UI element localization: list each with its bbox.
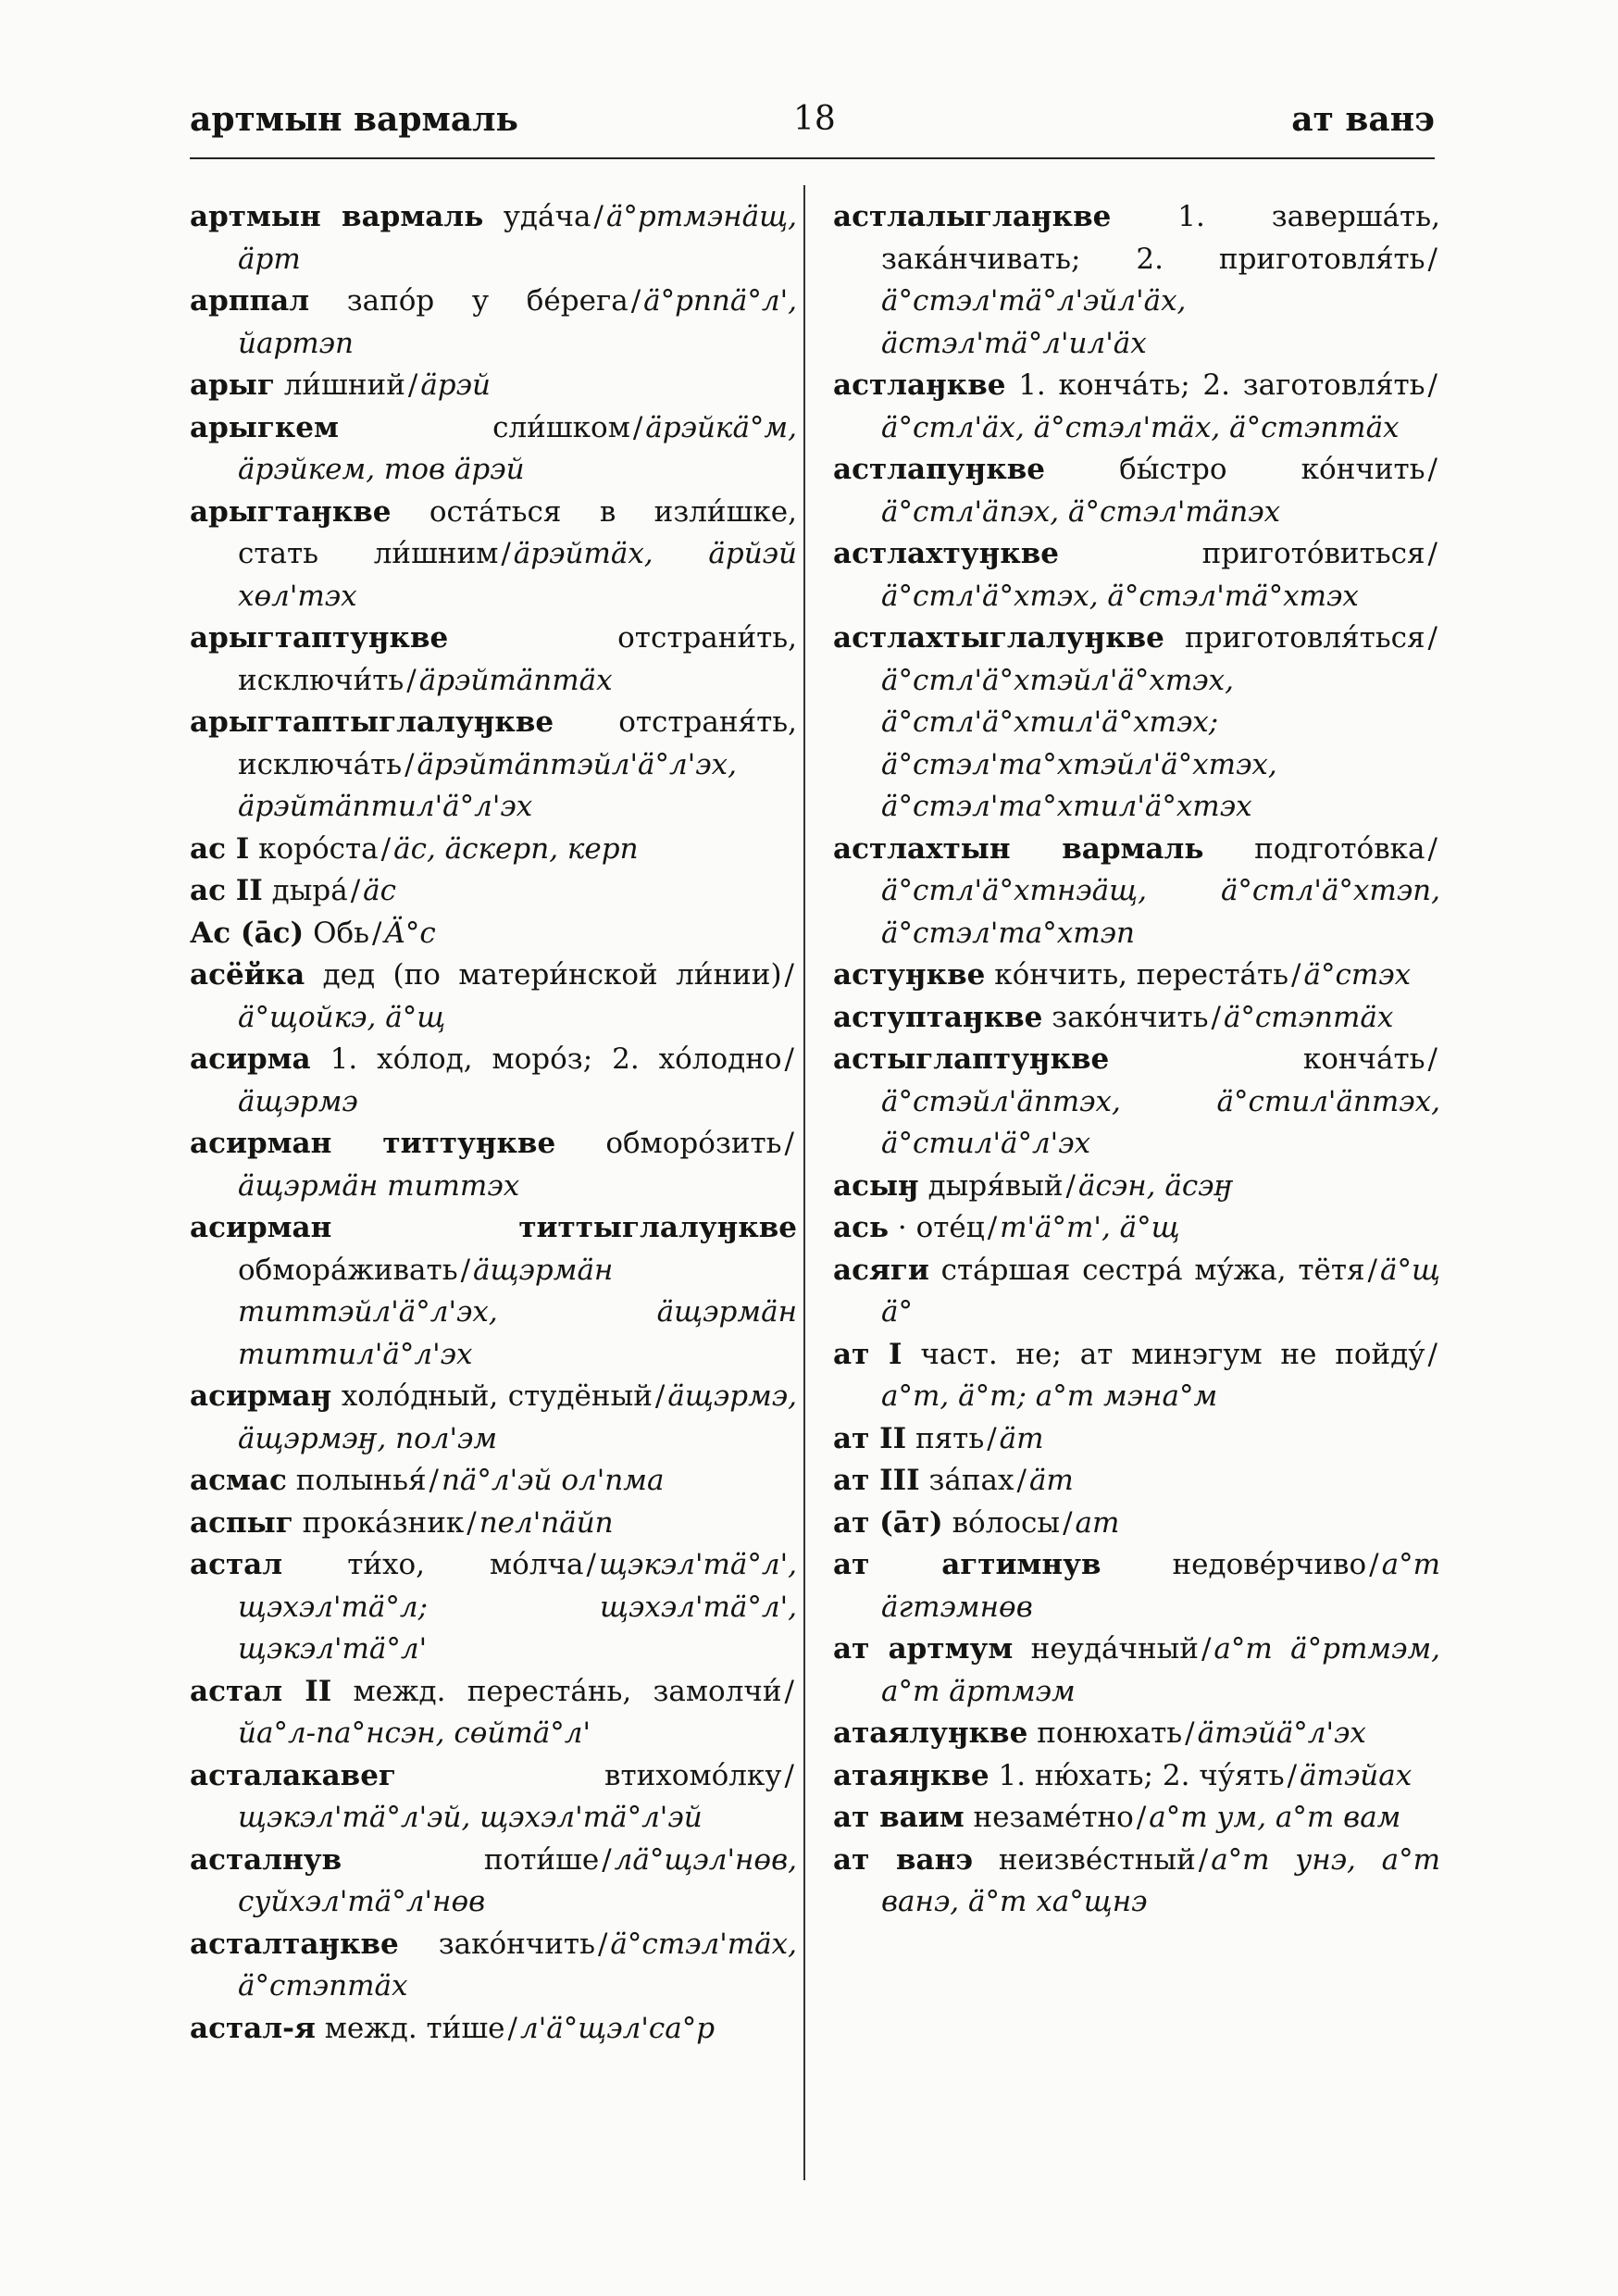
headword: ат артмум bbox=[833, 1632, 1014, 1666]
translation: йа°л-па°нсэн, сөйтä°л' bbox=[238, 1716, 591, 1750]
headword: асирмаӈ bbox=[190, 1379, 332, 1413]
definition: ти́хо, мо́лча bbox=[347, 1548, 584, 1581]
separator-slash: / bbox=[987, 1211, 998, 1244]
separator-slash: / bbox=[350, 874, 361, 907]
translation: л'ä°щэл'са°р bbox=[519, 2011, 716, 2045]
separator-slash: / bbox=[1427, 1042, 1438, 1076]
definition: · оте́ц bbox=[897, 1211, 985, 1244]
dictionary-entry bbox=[833, 1334, 1440, 1418]
definition: подгото́вка bbox=[1254, 831, 1425, 866]
definition: поти́ше bbox=[483, 1842, 600, 1877]
separator-slash: / bbox=[1201, 1632, 1212, 1666]
dictionary-entry bbox=[190, 281, 797, 365]
separator-slash: / bbox=[784, 1127, 794, 1160]
dictionary-entry bbox=[833, 1207, 1440, 1250]
separator-slash: / bbox=[407, 368, 418, 402]
definition: конча́ть bbox=[1302, 1042, 1425, 1076]
headword: асирман титтуӈкве bbox=[190, 1127, 556, 1160]
translation: щэкэл'тä°л'эй, щэхэл'тä°л'эй bbox=[238, 1801, 703, 1834]
dictionary-entry bbox=[190, 829, 797, 871]
dictionary-entry bbox=[833, 1628, 1440, 1713]
definition: 1. конча́ть; 2. заготовля́ть bbox=[1018, 368, 1425, 402]
dictionary-entry bbox=[833, 449, 1440, 533]
definition: дыря́вый bbox=[927, 1168, 1064, 1203]
headword: арыг bbox=[190, 368, 275, 402]
dictionary-entry bbox=[190, 913, 797, 955]
separator-slash: / bbox=[654, 1379, 666, 1413]
definition: полынья́ bbox=[295, 1464, 427, 1497]
definition: ста́ршая сестра́ му́жа, тётя bbox=[940, 1253, 1365, 1287]
dictionary-entry bbox=[190, 618, 797, 702]
definition: запо́р у бе́рега bbox=[346, 284, 629, 318]
headword: ат агтимнув bbox=[833, 1548, 1101, 1581]
dictionary-entry bbox=[833, 1166, 1440, 1208]
headword: ат ванэ bbox=[833, 1842, 974, 1877]
headword: астлахтыглалуӈкве bbox=[833, 621, 1164, 655]
definition: недове́рчиво bbox=[1172, 1548, 1367, 1581]
translation: äс, äскерп, керп bbox=[393, 831, 639, 866]
separator-slash: / bbox=[1136, 1801, 1147, 1834]
headword: атаялуӈкве bbox=[833, 1716, 1028, 1750]
dictionary-entry bbox=[190, 1924, 797, 2008]
translation: ä°ртмэнäщ, äрт bbox=[238, 200, 798, 276]
translation: ä°стэптäх bbox=[1223, 1000, 1394, 1034]
separator-slash: / bbox=[380, 831, 392, 866]
dictionary-entry bbox=[833, 196, 1440, 365]
definition: во́лосы bbox=[952, 1505, 1061, 1540]
separator-slash: / bbox=[404, 747, 415, 781]
separator-slash: / bbox=[784, 1758, 794, 1792]
definition: ли́шний bbox=[283, 368, 405, 402]
translation: щэкэл'тä°л', щэхэл'тä°л; щэхэл'тä°л', щэкэл'тä°л' bbox=[238, 1548, 797, 1666]
separator-slash: / bbox=[1198, 1842, 1209, 1877]
definition: ко́нчить, переста́ть bbox=[994, 958, 1289, 992]
definition: уда́ча bbox=[503, 200, 591, 233]
translation: äщэрмäн титтэйл'ä°л'эх, äщэрмäн титтил'ä°л'эх bbox=[238, 1253, 797, 1371]
translation: äтэйах bbox=[1300, 1758, 1413, 1792]
headword: асирма bbox=[190, 1042, 311, 1076]
headword: асталтаӈкве bbox=[190, 1927, 399, 1961]
translation: ä°щойкэ, ä°щ bbox=[238, 1000, 446, 1034]
dictionary-entry bbox=[190, 1840, 797, 1924]
running-head-left: артмын вармаль bbox=[190, 100, 518, 139]
separator-slash: / bbox=[1185, 1716, 1195, 1750]
translation: äт bbox=[999, 1421, 1044, 1455]
headword: асталнув bbox=[190, 1842, 342, 1877]
dictionary-entry bbox=[833, 533, 1440, 618]
definition: 1. хо́лод, моро́з; 2. хо́лодно bbox=[330, 1042, 782, 1076]
translation: а°т, ä°т; а°т мэна°м bbox=[881, 1379, 1218, 1413]
headword: аступтаӈкве bbox=[833, 1000, 1043, 1034]
column-divider bbox=[803, 185, 805, 2180]
dictionary-entry bbox=[190, 2008, 797, 2051]
headword: астлаӈкве bbox=[833, 368, 1006, 402]
separator-slash: / bbox=[406, 663, 417, 697]
definition: межд. ти́ше bbox=[324, 2011, 505, 2045]
separator-slash: / bbox=[507, 2011, 517, 2045]
definition: за́пах bbox=[928, 1464, 1014, 1497]
separator-slash: / bbox=[372, 916, 382, 950]
translation: ä°стэх bbox=[1303, 958, 1412, 992]
headword: астлахтын вармаль bbox=[833, 831, 1204, 866]
headword: астал bbox=[190, 1548, 283, 1581]
definition: пригото́виться bbox=[1201, 537, 1425, 570]
dictionary-entry bbox=[190, 1039, 797, 1123]
page-number: 18 bbox=[793, 100, 836, 138]
translation: äс bbox=[363, 874, 397, 907]
dictionary-entry bbox=[190, 1503, 797, 1545]
headword: ас II bbox=[190, 874, 263, 907]
headword: ат II bbox=[833, 1421, 907, 1455]
translation: ä°стл'äх, ä°стэл'тäх, ä°стэптäх bbox=[881, 410, 1400, 444]
dictionary-entry bbox=[833, 1797, 1440, 1840]
headword: ат I bbox=[833, 1337, 902, 1371]
dictionary-entry bbox=[190, 196, 797, 281]
separator-slash: / bbox=[1427, 621, 1438, 655]
separator-slash: / bbox=[1427, 1337, 1438, 1371]
headword: астлахтуӈкве bbox=[833, 537, 1059, 570]
headword: астлапуӈкве bbox=[833, 453, 1045, 486]
headword: ат ваим bbox=[833, 1801, 965, 1834]
dictionary-entry bbox=[833, 1544, 1440, 1628]
separator-slash: / bbox=[987, 1421, 997, 1455]
translation: а°т ум, а°т вам bbox=[1149, 1801, 1401, 1834]
dictionary-entry bbox=[833, 955, 1440, 997]
definition: оста́ться в изли́шке, стать ли́шним bbox=[238, 494, 797, 570]
header-rule bbox=[190, 157, 1435, 159]
translation: äрэйтäх, äрйэй хөл'тэх bbox=[238, 537, 797, 613]
separator-slash: / bbox=[630, 284, 641, 318]
definition: коро́ста bbox=[258, 831, 379, 866]
definition: отстрани́ть, исключи́ть bbox=[238, 621, 797, 697]
definition: прока́зник bbox=[302, 1505, 465, 1540]
dictionary-entry bbox=[833, 1755, 1440, 1798]
definition: втихомо́лку bbox=[604, 1758, 782, 1792]
separator-slash: / bbox=[784, 1042, 794, 1076]
separator-slash: / bbox=[1427, 242, 1438, 276]
dictionary-entry bbox=[190, 1755, 797, 1840]
definition: приготовля́ться bbox=[1185, 621, 1425, 655]
headword: асирман титтыглалуӈкве bbox=[190, 1211, 797, 1244]
definition: неизве́стный bbox=[998, 1842, 1196, 1877]
translation: т'ä°т', ä°щ bbox=[1000, 1211, 1180, 1244]
dictionary-entry bbox=[833, 1418, 1440, 1461]
translation: ä°стэл'тä°л'эйл'äх, äстэл'тä°л'ил'äх bbox=[881, 284, 1187, 360]
translation: ä°щ ä° bbox=[881, 1253, 1441, 1329]
separator-slash: / bbox=[1063, 1505, 1073, 1540]
translation: äщэрмэ bbox=[238, 1084, 358, 1118]
headword: арыгтаптыглалуӈкве bbox=[190, 705, 554, 739]
separator-slash: / bbox=[784, 1674, 794, 1708]
translation: äрэйкä°м, äрэйкем, тов äрэй bbox=[238, 410, 797, 486]
headword: арыгтаптуӈкве bbox=[190, 621, 449, 655]
separator-slash: / bbox=[501, 537, 511, 570]
definition: отстраня́ть, исключа́ть bbox=[238, 705, 797, 781]
definition: Обь bbox=[313, 916, 370, 950]
headword: Ас (āс) bbox=[190, 916, 305, 950]
translation: äрэйтäптäх bbox=[418, 663, 613, 697]
dictionary-entry bbox=[833, 618, 1440, 829]
dictionary-entry bbox=[833, 1039, 1440, 1166]
translation: пä°л'эй ол'пма bbox=[441, 1464, 665, 1497]
headword: арппал bbox=[190, 284, 310, 318]
dictionary-entry bbox=[190, 955, 797, 1039]
dictionary-entry bbox=[190, 1544, 797, 1671]
dictionary-entry bbox=[833, 1503, 1440, 1545]
dictionary-entry bbox=[190, 1671, 797, 1755]
separator-slash: / bbox=[1427, 368, 1438, 402]
separator-slash: / bbox=[597, 1927, 608, 1961]
definition: 1. заверша́ть, зака́нчивать; 2. приготовля́ть bbox=[881, 200, 1440, 276]
dictionary-entry bbox=[833, 365, 1440, 449]
separator-slash: / bbox=[1291, 958, 1301, 992]
dictionary-entry bbox=[833, 1840, 1440, 1924]
headword: ат (āт) bbox=[833, 1505, 943, 1540]
translation: ä°стл'ä°хтэйл'ä°хтэх, ä°стл'ä°хтил'ä°хтэх; ä°стэл'та°хтэйл'ä°хтэх, ä°стэл'та°хтил'ä°хтэх bbox=[881, 663, 1277, 823]
separator-slash: / bbox=[467, 1505, 477, 1540]
dictionary-entry bbox=[833, 1713, 1440, 1755]
separator-slash: / bbox=[632, 410, 643, 444]
translation: ат bbox=[1075, 1505, 1120, 1540]
dictionary-entry bbox=[190, 1123, 797, 1207]
headword: асталакавег bbox=[190, 1758, 396, 1792]
headword: астыглаптуӈкве bbox=[833, 1042, 1110, 1076]
headword: астал-я bbox=[190, 2011, 316, 2045]
separator-slash: / bbox=[1369, 1548, 1379, 1581]
definition: част. не; ат минэгум не пойду́ bbox=[920, 1337, 1425, 1371]
headword: асяги bbox=[833, 1253, 929, 1287]
dictionary-entry bbox=[833, 997, 1440, 1040]
separator-slash: / bbox=[1016, 1464, 1027, 1497]
separator-slash: / bbox=[460, 1253, 471, 1287]
dictionary-entry bbox=[190, 870, 797, 913]
translation: äрэйтäптэйл'ä°л'эх, äрэйтäптил'ä°л'эх bbox=[238, 747, 737, 823]
headword: арыгтаӈкве bbox=[190, 494, 392, 529]
translation: äтэйä°л'эх bbox=[1197, 1716, 1366, 1750]
page-header bbox=[190, 100, 1435, 156]
translation: ä°стл'äпэх, ä°стэл'тäпэх bbox=[881, 494, 1281, 529]
headword: асёйка bbox=[190, 958, 305, 992]
headword: астлалыглаӈкве bbox=[833, 200, 1112, 233]
translation: лä°щэл'нөв, суйхэл'тä°л'нөв bbox=[238, 1842, 797, 1918]
translation: ä°стл'ä°хтнэäщ, ä°стл'ä°хтэп, ä°стэл'та°хтэп bbox=[881, 874, 1440, 950]
headword: артмын вармаль bbox=[190, 200, 484, 233]
separator-slash: / bbox=[429, 1464, 439, 1497]
left-column bbox=[190, 196, 797, 2050]
separator-slash: / bbox=[593, 200, 604, 233]
definition: незаме́тно bbox=[973, 1801, 1134, 1834]
separator-slash: / bbox=[1065, 1168, 1076, 1203]
translation: а°т унэ, а°т ванэ, ä°т ха°щнэ bbox=[881, 1842, 1440, 1918]
translation: Ä°с bbox=[384, 916, 436, 950]
translation: пел'пäйп bbox=[479, 1505, 614, 1540]
headword: астуӈкве bbox=[833, 958, 986, 992]
dictionary-entry bbox=[190, 365, 797, 407]
definition: дыра́ bbox=[271, 874, 348, 907]
headword: ат III bbox=[833, 1464, 920, 1497]
separator-slash: / bbox=[602, 1842, 612, 1877]
translation: ä°стэйл'äптэх, ä°стил'äптэх, ä°стил'ä°л'эх bbox=[881, 1084, 1440, 1160]
headword: асмас bbox=[190, 1464, 287, 1497]
translation: äщэрмэ, äщэрмэӈ, пол'эм bbox=[238, 1379, 797, 1455]
dictionary-entry bbox=[190, 702, 797, 829]
headword: ась bbox=[833, 1211, 890, 1244]
separator-slash: / bbox=[1287, 1758, 1298, 1792]
translation: äрэй bbox=[420, 368, 491, 402]
separator-slash: / bbox=[784, 958, 794, 992]
dictionary-entry bbox=[190, 1207, 797, 1376]
translation: а°т ä°ртмэм, а°т äртмэм bbox=[881, 1632, 1441, 1708]
dictionary-entry bbox=[833, 1460, 1440, 1503]
translation: а°т äгтэмнөв bbox=[881, 1548, 1441, 1624]
headword: атаяӈкве bbox=[833, 1758, 989, 1792]
definition: сли́шком bbox=[492, 410, 630, 444]
headword: арыгкем bbox=[190, 410, 339, 444]
separator-slash: / bbox=[1427, 537, 1438, 570]
translation: ä°стэл'тäх, ä°стэптäх bbox=[238, 1927, 797, 2003]
running-head-right: ат ванэ bbox=[1291, 100, 1435, 139]
translation: äсэн, äсэӈ bbox=[1078, 1168, 1234, 1203]
dictionary-entry bbox=[190, 1460, 797, 1503]
separator-slash: / bbox=[1211, 1000, 1221, 1034]
dictionary-entry bbox=[190, 492, 797, 618]
definition: пять bbox=[915, 1421, 985, 1455]
definition: 1. ню́хать; 2. чу́ять bbox=[998, 1758, 1285, 1792]
right-column bbox=[833, 196, 1440, 1924]
translation: ä°рпnä°л', йартэп bbox=[238, 284, 797, 360]
separator-slash: / bbox=[586, 1548, 596, 1581]
definition: зако́нчить bbox=[438, 1927, 595, 1961]
dictionary-entry bbox=[833, 1250, 1440, 1334]
dictionary-entry bbox=[833, 829, 1440, 955]
definition: дед (по матери́нской ли́нии) bbox=[322, 958, 782, 992]
dictionary-entry bbox=[190, 407, 797, 492]
translation: ä°стл'ä°хтэх, ä°стэл'тä°хтэх bbox=[881, 579, 1359, 613]
separator-slash: / bbox=[1367, 1253, 1377, 1287]
separator-slash: / bbox=[1427, 831, 1438, 866]
definition: понюхать bbox=[1037, 1716, 1183, 1750]
translation: äщэрмäн титтэх bbox=[238, 1168, 520, 1203]
definition: обмора́живать bbox=[238, 1253, 458, 1287]
headword: аспыг bbox=[190, 1505, 293, 1540]
definition: зако́нчить bbox=[1052, 1000, 1209, 1034]
headword: астал II bbox=[190, 1674, 332, 1708]
definition: неуда́чный bbox=[1030, 1632, 1199, 1666]
translation: äт bbox=[1028, 1464, 1074, 1497]
separator-slash: / bbox=[1427, 453, 1438, 486]
dictionary-entry bbox=[190, 1376, 797, 1460]
headword: ас I bbox=[190, 831, 250, 866]
definition: бы́стро ко́нчить bbox=[1119, 453, 1425, 486]
definition: межд. переста́нь, замолчи́ bbox=[353, 1674, 782, 1708]
definition: холо́дный, студёный bbox=[341, 1379, 653, 1413]
definition: обморо́зить bbox=[605, 1127, 782, 1160]
headword: асыӈ bbox=[833, 1168, 919, 1203]
